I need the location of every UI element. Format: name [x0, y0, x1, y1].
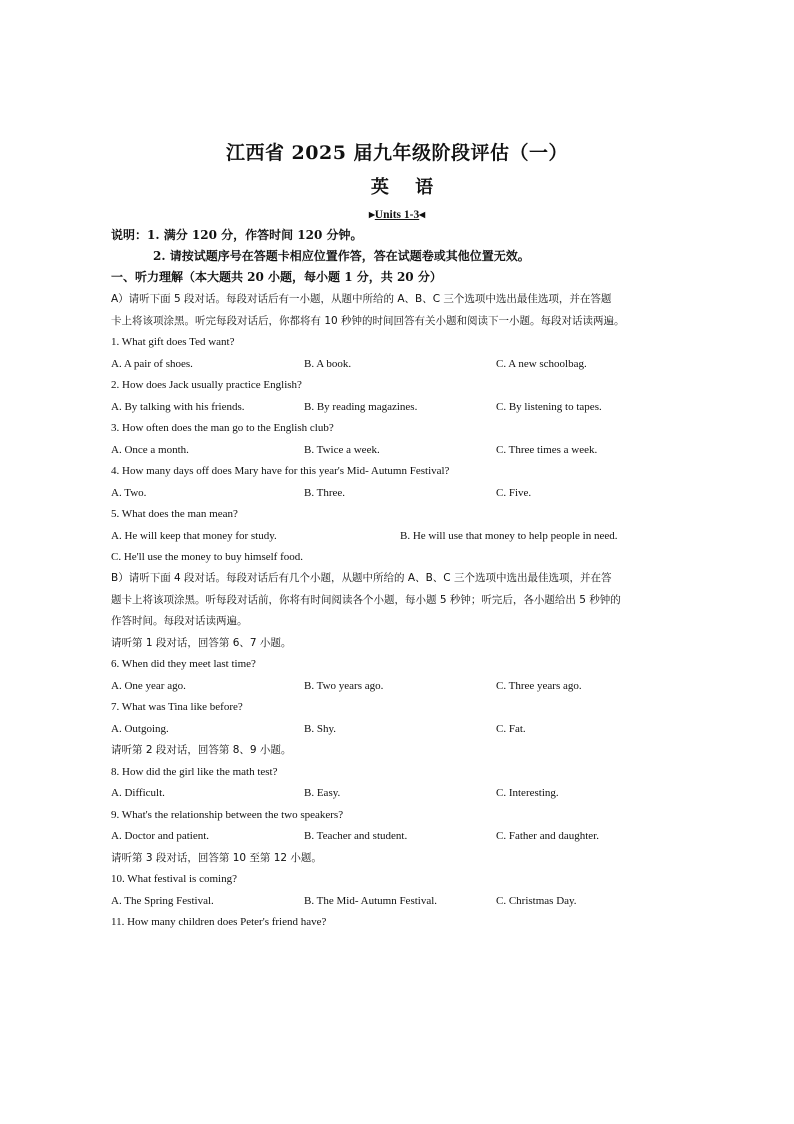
- note-1: 1. 满分 120 分，作答时间 120 分钟。: [147, 228, 363, 242]
- dialog-2-instructions: 请听第 2 段对话，回答第 8、9 小题。: [111, 744, 292, 756]
- question-11: 11. How many children does Peter's friend have?: [111, 916, 327, 928]
- part-a-instructions-1: A）请听下面 5 段对话。每段对话后有一小题，从题中所给的 A、B、C 三个选项中选出最佳选项，并在答题: [111, 293, 612, 305]
- page-title: 江西省 2025 届九年级阶段评估（一）: [225, 142, 569, 164]
- subject-title: 英 语: [370, 177, 444, 198]
- option-4c: C. Five.: [496, 487, 532, 499]
- part-a-instructions-2: 卡上将该项涂黑。听完每段对话后，你都将有 10 秒钟的时间回答有关小题和阅读下一小题。每段对话读两遍。: [111, 315, 625, 327]
- option-9a: A. Doctor and patient.: [111, 830, 210, 842]
- question-4: 4. How many days off does Mary have for this year's Mid- Autumn Festival?: [111, 465, 450, 477]
- question-2: 2. How does Jack usually practice English?: [111, 379, 302, 391]
- option-1b: B. A book.: [304, 358, 352, 370]
- option-3b: B. Twice a week.: [304, 444, 380, 456]
- option-8b: B. Easy.: [304, 787, 341, 799]
- option-9c: C. Father and daughter.: [496, 830, 599, 842]
- option-6c: C. Three years ago.: [496, 680, 582, 692]
- units-label: [0, 207, 794, 221]
- question-1: 1. What gift does Ted want?: [111, 336, 235, 348]
- triangle-left-icon: ◂: [419, 209, 425, 221]
- note-2: 2. 请按试题序号在答题卡相应位置作答，答在试题卷或其他位置无效。: [153, 249, 530, 263]
- question-9: 9. What's the relationship between the two speakers?: [111, 809, 344, 821]
- dialog-1-instructions: 请听第 1 段对话，回答第 6、7 小题。: [111, 637, 292, 649]
- question-7: 7. What was Tina like before?: [111, 701, 243, 713]
- option-10a: A. The Spring Festival.: [111, 895, 214, 907]
- option-2b: B. By reading magazines.: [304, 401, 418, 413]
- option-10b: B. The Mid- Autumn Festival.: [304, 895, 438, 907]
- part-b-instructions-3: 作答时间。每段对话读两遍。: [111, 615, 248, 627]
- option-3a: A. Once a month.: [111, 444, 189, 456]
- dialog-3-instructions: 请听第 3 段对话，回答第 10 至第 12 小题。: [111, 852, 322, 864]
- question-8: 8. How did the girl like the math test?: [111, 766, 278, 778]
- part-b-instructions-2: 题卡上将该项涂黑。听每段对话前，你将有时间阅读各个小题，每小题 5 秒钟；听完后，各小题给出 5 秒钟的: [111, 594, 621, 606]
- option-7a: A. Outgoing.: [111, 723, 169, 735]
- option-4b: B. Three.: [304, 487, 346, 499]
- question-3: 3. How often does the man go to the English club?: [111, 422, 334, 434]
- units-text: Units 1-3: [374, 209, 420, 221]
- question-10: 10. What festival is coming?: [111, 873, 237, 885]
- option-6a: A. One year ago.: [111, 680, 186, 692]
- question-6: 6. When did they meet last time?: [111, 658, 256, 670]
- option-10c: C. Christmas Day.: [496, 895, 577, 907]
- option-1a: A. A pair of shoes.: [111, 358, 193, 370]
- option-9b: B. Teacher and student.: [304, 830, 408, 842]
- option-5b: B. He will use that money to help people in need.: [400, 530, 618, 542]
- option-3c: C. Three times a week.: [496, 444, 598, 456]
- section-heading: 一、听力理解（本大题共 20 小题，每小题 1 分，共 20 分）: [111, 270, 442, 284]
- notes-label: 说明：: [111, 228, 148, 242]
- option-2c: C. By listening to tapes.: [496, 401, 602, 413]
- option-5a: A. He will keep that money for study.: [111, 530, 277, 542]
- option-7c: C. Fat.: [496, 723, 526, 735]
- triangle-right-icon: ▸: [369, 209, 375, 221]
- option-7b: B. Shy.: [304, 723, 336, 735]
- option-5c: C. He'll use the money to buy himself food.: [111, 551, 304, 563]
- option-2a: A. By talking with his friends.: [111, 401, 245, 413]
- option-6b: B. Two years ago.: [304, 680, 384, 692]
- option-8c: C. Interesting.: [496, 787, 559, 799]
- question-5: 5. What does the man mean?: [111, 508, 238, 520]
- part-b-instructions-1: B）请听下面 4 段对话。每段对话后有几个小题，从题中所给的 A、B、C 三个选项中选出最佳选项，并在答: [111, 572, 612, 584]
- notes-line-1: [111, 228, 363, 242]
- option-4a: A. Two.: [111, 487, 147, 499]
- option-8a: A. Difficult.: [111, 787, 165, 799]
- option-1c: C. A new schoolbag.: [496, 358, 587, 370]
